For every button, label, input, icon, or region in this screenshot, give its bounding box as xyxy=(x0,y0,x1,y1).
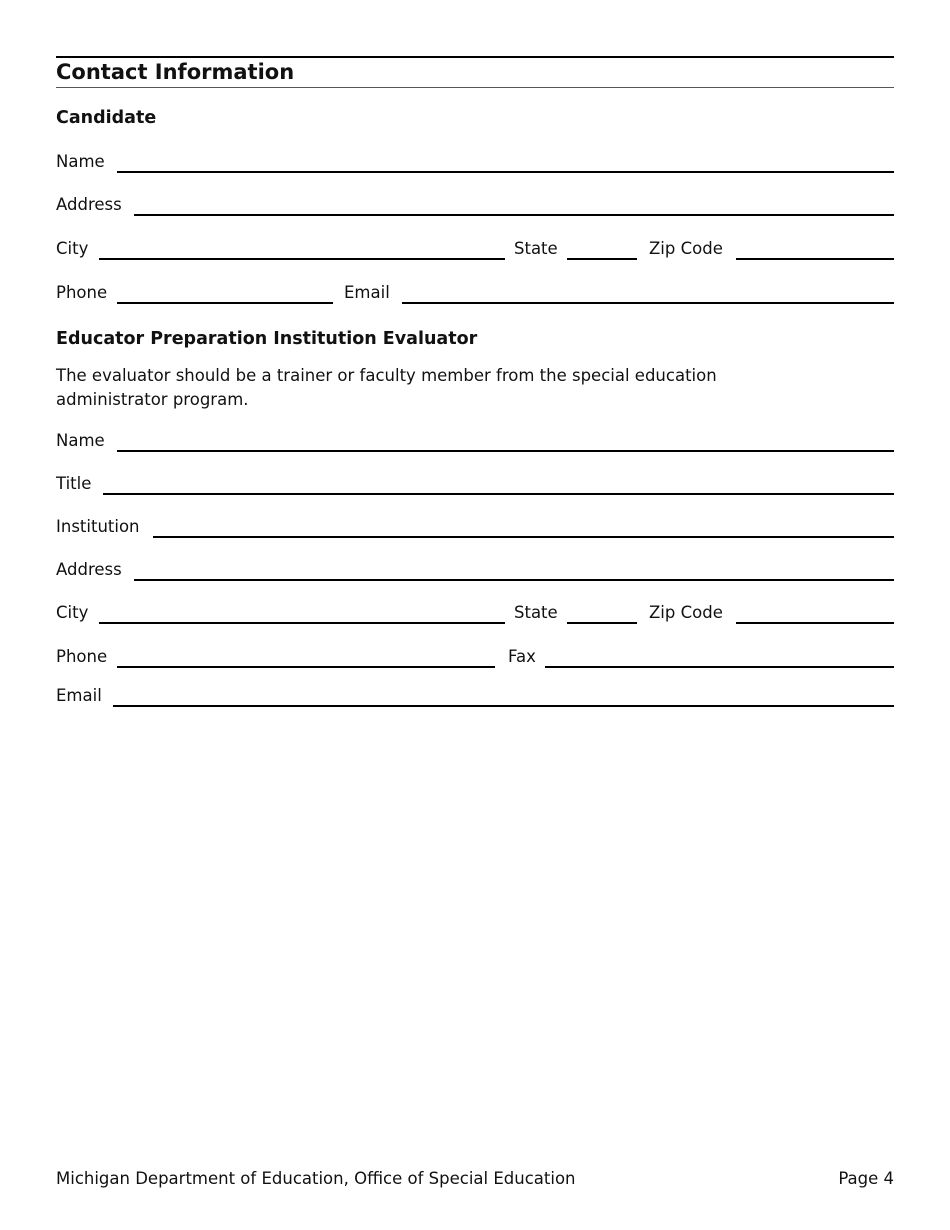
evaluator-city-field[interactable] xyxy=(99,622,505,624)
evaluator-email-row xyxy=(56,685,894,709)
evaluator-name-label: Name xyxy=(56,431,105,450)
candidate-address-label: Address xyxy=(56,195,122,214)
footer-organization: Michigan Department of Education, Office of Special Education xyxy=(56,1169,576,1188)
evaluator-phone-label: Phone xyxy=(56,647,108,666)
evaluator-email-label: Email xyxy=(56,686,102,705)
candidate-city-field[interactable] xyxy=(99,258,505,260)
candidate-state-label: State xyxy=(514,239,558,258)
evaluator-address-row xyxy=(56,559,894,583)
evaluator-name-row xyxy=(56,430,894,454)
candidate-address-row xyxy=(56,194,894,218)
candidate-zip-field[interactable] xyxy=(736,258,894,260)
evaluator-email-field[interactable] xyxy=(113,705,894,707)
candidate-state-field[interactable] xyxy=(567,258,637,260)
candidate-email-field[interactable] xyxy=(402,302,894,304)
evaluator-heading: Educator Preparation Institution Evaluator xyxy=(56,329,478,349)
evaluator-institution-label: Institution xyxy=(56,517,140,536)
evaluator-city-row xyxy=(56,602,894,626)
evaluator-institution-row xyxy=(56,516,894,540)
evaluator-institution-field[interactable] xyxy=(153,536,894,538)
evaluator-phone-field[interactable] xyxy=(117,666,495,668)
candidate-name-field[interactable] xyxy=(117,171,894,173)
evaluator-title-row xyxy=(56,473,894,497)
evaluator-zip-field[interactable] xyxy=(736,622,894,624)
evaluator-title-field[interactable] xyxy=(103,493,894,495)
evaluator-address-label: Address xyxy=(56,560,122,579)
candidate-heading: Candidate xyxy=(56,108,157,128)
evaluator-title-label: Title xyxy=(56,474,92,493)
evaluator-phone-row xyxy=(56,646,894,670)
evaluator-fax-label: Fax xyxy=(508,647,536,666)
candidate-city-label: City xyxy=(56,239,89,258)
evaluator-name-field[interactable] xyxy=(117,450,894,452)
candidate-email-label: Email xyxy=(344,283,390,302)
candidate-zip-label: Zip Code xyxy=(649,239,723,258)
evaluator-zip-label: Zip Code xyxy=(649,603,723,622)
evaluator-state-label: State xyxy=(514,603,558,622)
candidate-name-row xyxy=(56,151,894,175)
evaluator-fax-field[interactable] xyxy=(545,666,894,668)
evaluator-description: The evaluator should be a trainer or faculty member from the special education administrator program. xyxy=(56,366,717,409)
candidate-phone-field[interactable] xyxy=(117,302,333,304)
evaluator-city-label: City xyxy=(56,603,89,622)
page-title: Contact Information xyxy=(56,56,894,88)
candidate-phone-label: Phone xyxy=(56,283,108,302)
footer-page-number: Page 4 xyxy=(838,1169,894,1188)
evaluator-address-field[interactable] xyxy=(134,579,894,581)
candidate-phone-row xyxy=(56,282,894,306)
candidate-name-label: Name xyxy=(56,152,105,171)
candidate-address-field[interactable] xyxy=(134,214,894,216)
candidate-city-row xyxy=(56,238,894,262)
evaluator-state-field[interactable] xyxy=(567,622,637,624)
